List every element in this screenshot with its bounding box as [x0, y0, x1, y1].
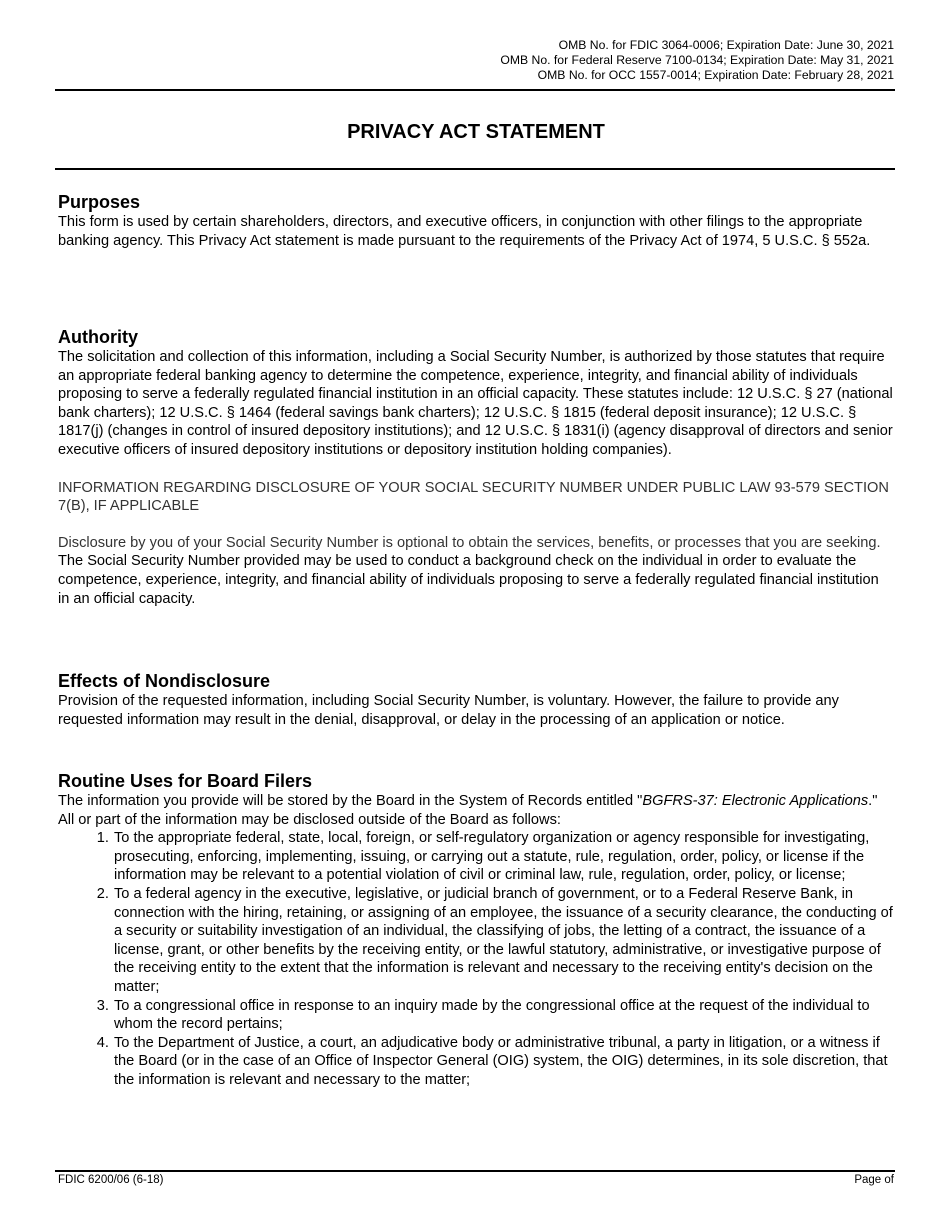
header-bottom-rule	[55, 168, 895, 170]
omb-line-fdic: OMB No. for FDIC 3064-0006; Expiration Date: June 30, 2021	[558, 38, 894, 52]
footer-rule	[55, 1170, 895, 1172]
page-number: Page of	[854, 1174, 894, 1186]
nondisclosure-heading: Effects of Nondisclosure	[58, 671, 271, 691]
routine-uses-section	[58, 770, 894, 1090]
list-item: 2. To a federal agency in the executive, legislative, or judicial branch of government, or to a Federal Reserve Bank, in connection with the hiring, retaining, or assigning of an employee, the issuance of a security clearance, the conducting of a security or suitability investigation of an individual, the classifying of jobs, the letting of a contract, the issuance of a license, grant, or other benefits by the receiving entity, or the lawful statutory, administrative, or investigative purpose of the receiving entity to the extent that the information is relevant and necessary to the receiving entity's decision on the matter;	[113, 885, 894, 997]
form-id: FDIC 6200/06 (6-18)	[58, 1174, 164, 1186]
nondisclosure-body: Provision of the requested information, including Social Security Number, is voluntary. However, the failure to provide any requested information may result in the denial, disapproval, or delay in the processing of an application or notice.	[58, 693, 839, 728]
intro-after-text: ." All or part of the information may be disclosed outside of the Board as follows:	[58, 793, 878, 828]
list-item: 4. To the Department of Justice, a court, an adjudicative body or administrative tribunal, a party in litigation, or a witness if the Board (or in the case of an Office of Inspector General (OIG) system, the OIG) determines, in its sole discretion, that the information is relevant and necessary to the matter;	[113, 1034, 894, 1090]
page-title: PRIVACY ACT STATEMENT	[347, 121, 605, 143]
omb-line-occ: OMB No. for OCC 1557-0014; Expiration Date: February 28, 2021	[537, 68, 894, 82]
header-top-rule	[55, 89, 895, 91]
routine-uses-list	[58, 829, 894, 1089]
nondisclosure-section	[58, 670, 894, 729]
routine-uses-heading: Routine Uses for Board Filers	[58, 771, 313, 791]
authority-section	[58, 326, 894, 608]
system-of-records-name: BGFRS-37: Electronic Applications	[642, 793, 869, 809]
list-item: 3. To a congressional office in response to an inquiry made by the congressional office at the request of the individual to whom the record pertains;	[113, 997, 894, 1034]
intro-before-text: The information you provide will be stored by the Board in the System of Records entitled "	[58, 793, 643, 809]
ssn-disclosure-heading: INFORMATION REGARDING DISCLOSURE OF YOUR SOCIAL SECURITY NUMBER UNDER PUBLIC LAW 93-579 SECTION 7(B), IF APPLICABLE	[58, 479, 889, 515]
authority-heading: Authority	[58, 327, 138, 347]
routine-uses-intro	[58, 792, 894, 829]
ssn-usage-text: The Social Security Number provided may be used to conduct a background check on the individual in order to evaluate the competence, experience, integrity, and financial ability of individuals proposing to serve a federally regulated financial institution in an official capacity.	[58, 553, 879, 607]
ssn-disclosure-body	[58, 534, 894, 608]
purposes-body: This form is used by certain shareholders, directors, and executive officers, in conjunction with other filings to the appropriate banking agency. This Privacy Act statement is made pursuant to the requirements of the Privacy Act of 1974, 5 U.S.C. § 552a.	[58, 214, 871, 249]
authority-body: The solicitation and collection of this information, including a Social Security Number, is authorized by those statutes that require an appropriate federal banking agency to determine the competence, experience, integrity, and financial ability of individuals proposing to serve a federally regulated financial institution in an official capacity. These statutes include: 12 U.S.C. § 27 (national bank charters); 12 U.S.C. § 1464 (federal savings bank charters); 12 U.S.C. § 1815 (federal deposit insurance); 12 U.S.C. § 1817(j) (changes in control of insured depository institutions); and 12 U.S.C. § 1831(i) (agency disapproval of directors and senior executive officers of insured depository institutions or depository institution holding companies).	[58, 349, 893, 458]
purposes-heading: Purposes	[58, 192, 141, 212]
purposes-section	[58, 191, 894, 250]
ssn-optional-text: Disclosure by you of your Social Security Number is optional to obtain the services, benefits, or processes that you are seeking.	[58, 534, 881, 551]
omb-numbers	[500, 38, 894, 83]
list-item: 1. To the appropriate federal, state, local, foreign, or self-regulatory organization or agency responsible for investigating, prosecuting, enforcing, implementing, issuing, or carrying out a statute, rule, regulation, order, policy, or license if the information may be relevant to a potential violation of civil or criminal law, rule, regulation, order, policy, or license;	[113, 829, 894, 885]
omb-line-federal-reserve: OMB No. for Federal Reserve 7100-0134; Expiration Date: May 31, 2021	[500, 53, 894, 67]
